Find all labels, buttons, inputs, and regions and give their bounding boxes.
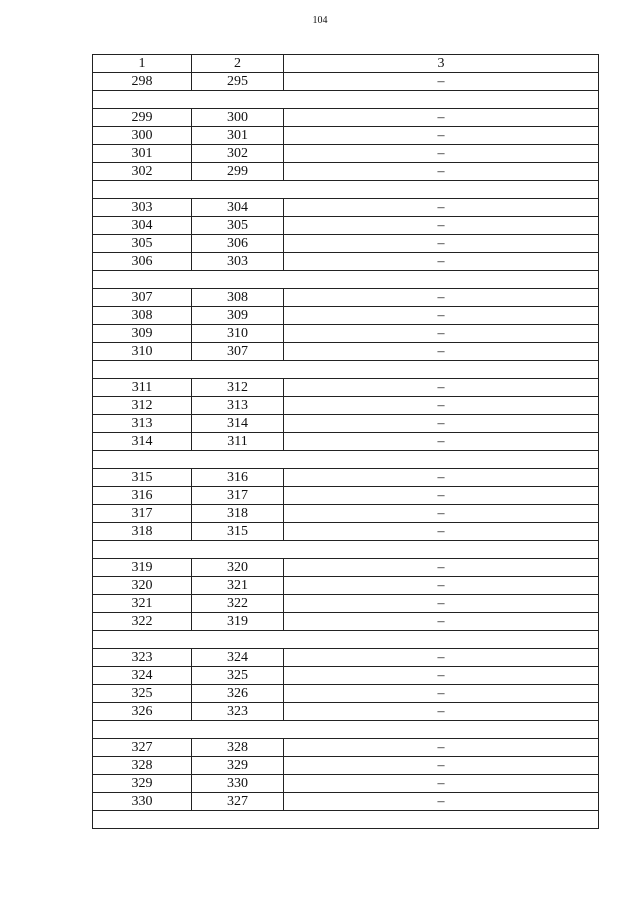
table-row (93, 703, 599, 721)
table-cell-col3: – (284, 379, 599, 397)
table-cell-col3: – (284, 757, 599, 775)
table-cell-col2: 307 (192, 343, 284, 361)
table-cell-col3: – (284, 793, 599, 811)
table-cell-col1: 298 (93, 73, 192, 91)
table-cell-col1: 310 (93, 343, 192, 361)
table-cell-col3: – (284, 73, 599, 91)
table-row (93, 793, 599, 811)
table-row (93, 577, 599, 595)
table-row (93, 163, 599, 181)
table-cell-col2: 299 (192, 163, 284, 181)
group-separator-row (93, 541, 599, 559)
table-cell-col3: – (284, 109, 599, 127)
table-cell-col1: 304 (93, 217, 192, 235)
table-cell-col3: – (284, 577, 599, 595)
table-cell-col3: – (284, 739, 599, 757)
table-cell-col3: – (284, 253, 599, 271)
table-cell-col1: 322 (93, 613, 192, 631)
empty-separator-cell (93, 271, 599, 289)
table-cell-col2: 316 (192, 469, 284, 487)
group-separator-row (93, 181, 599, 199)
empty-separator-cell (93, 451, 599, 469)
table-cell-col1: 312 (93, 397, 192, 415)
table-cell-col2: 320 (192, 559, 284, 577)
table-cell-col1: 307 (93, 289, 192, 307)
table-cell-col1: 302 (93, 163, 192, 181)
empty-separator-cell (93, 631, 599, 649)
empty-separator-cell (93, 811, 599, 829)
table-row (93, 145, 599, 163)
table-cell-col3: – (284, 289, 599, 307)
table-cell-col1: 303 (93, 199, 192, 217)
table-cell-col3: – (284, 325, 599, 343)
table-row (93, 217, 599, 235)
table-cell-col2: 302 (192, 145, 284, 163)
table-cell-col2: 310 (192, 325, 284, 343)
table-row (93, 613, 599, 631)
table-row (93, 559, 599, 577)
table-cell-col3: – (284, 505, 599, 523)
table-cell-col2: 301 (192, 127, 284, 145)
table-row (93, 325, 599, 343)
table-cell-col2: 295 (192, 73, 284, 91)
table-cell-col2: 318 (192, 505, 284, 523)
table-cell-col3: – (284, 685, 599, 703)
table-row (93, 127, 599, 145)
table-cell-col3: – (284, 145, 599, 163)
table-cell-col2: 304 (192, 199, 284, 217)
table-cell-col3: – (284, 433, 599, 451)
table-cell-col1: 306 (93, 253, 192, 271)
table-cell-col2: 325 (192, 667, 284, 685)
table-row (93, 307, 599, 325)
table-row (93, 397, 599, 415)
empty-separator-cell (93, 541, 599, 559)
table-row (93, 523, 599, 541)
table-row (93, 775, 599, 793)
table-cell-col3: – (284, 775, 599, 793)
table-row (93, 685, 599, 703)
table-header-row (93, 55, 599, 73)
table-cell-col3: – (284, 397, 599, 415)
table-row (93, 667, 599, 685)
table-cell-col1: 300 (93, 127, 192, 145)
group-separator-row (93, 451, 599, 469)
table-cell-col2: 330 (192, 775, 284, 793)
table-cell-col1: 320 (93, 577, 192, 595)
table-cell-col2: 326 (192, 685, 284, 703)
table-cell-col1: 299 (93, 109, 192, 127)
table-cell-col1: 327 (93, 739, 192, 757)
table-cell-col1: 329 (93, 775, 192, 793)
table-cell-col1: 313 (93, 415, 192, 433)
table-cell-col1: 314 (93, 433, 192, 451)
table-cell-col3: – (284, 217, 599, 235)
table-cell-col1: 315 (93, 469, 192, 487)
table-cell-col2: 317 (192, 487, 284, 505)
table-row (93, 343, 599, 361)
table-row (93, 433, 599, 451)
table-row (93, 289, 599, 307)
table-cell-col3: – (284, 667, 599, 685)
column-header-3: 3 (284, 55, 599, 73)
table-cell-col1: 321 (93, 595, 192, 613)
table-cell-col3: – (284, 523, 599, 541)
table-row (93, 505, 599, 523)
table-cell-col1: 330 (93, 793, 192, 811)
table-cell-col1: 305 (93, 235, 192, 253)
group-separator-row (93, 811, 599, 829)
table-body (93, 73, 599, 829)
table-cell-col1: 301 (93, 145, 192, 163)
empty-separator-cell (93, 91, 599, 109)
table-cell-col3: – (284, 487, 599, 505)
data-table (92, 54, 599, 829)
table-cell-col3: – (284, 235, 599, 253)
table-cell-col2: 303 (192, 253, 284, 271)
table-cell-col2: 315 (192, 523, 284, 541)
table-cell-col3: – (284, 613, 599, 631)
table-row (93, 199, 599, 217)
column-header-1: 1 (93, 55, 192, 73)
group-separator-row (93, 631, 599, 649)
table-row (93, 757, 599, 775)
table-cell-col1: 309 (93, 325, 192, 343)
table-cell-col1: 318 (93, 523, 192, 541)
table-cell-col3: – (284, 595, 599, 613)
table-cell-col3: – (284, 343, 599, 361)
group-separator-row (93, 361, 599, 379)
table-cell-col2: 311 (192, 433, 284, 451)
table-cell-col1: 308 (93, 307, 192, 325)
group-separator-row (93, 721, 599, 739)
table-cell-col2: 313 (192, 397, 284, 415)
table-cell-col1: 323 (93, 649, 192, 667)
table-cell-col2: 305 (192, 217, 284, 235)
table-cell-col3: – (284, 559, 599, 577)
table-cell-col2: 306 (192, 235, 284, 253)
table-cell-col3: – (284, 199, 599, 217)
table-cell-col3: – (284, 649, 599, 667)
table-cell-col1: 325 (93, 685, 192, 703)
table-cell-col2: 322 (192, 595, 284, 613)
table-cell-col1: 319 (93, 559, 192, 577)
table-cell-col3: – (284, 127, 599, 145)
table-cell-col2: 321 (192, 577, 284, 595)
column-header-2: 2 (192, 55, 284, 73)
table-row (93, 235, 599, 253)
table-cell-col2: 327 (192, 793, 284, 811)
table-cell-col1: 316 (93, 487, 192, 505)
table-cell-col1: 324 (93, 667, 192, 685)
table-cell-col3: – (284, 415, 599, 433)
group-separator-row (93, 91, 599, 109)
empty-separator-cell (93, 181, 599, 199)
empty-separator-cell (93, 361, 599, 379)
group-separator-row (93, 271, 599, 289)
page-number: 104 (312, 15, 328, 26)
table-cell-col2: 300 (192, 109, 284, 127)
table-cell-col3: – (284, 469, 599, 487)
table-cell-col2: 319 (192, 613, 284, 631)
table-cell-col3: – (284, 703, 599, 721)
table-cell-col3: – (284, 163, 599, 181)
table-cell-col1: 326 (93, 703, 192, 721)
table-row (93, 253, 599, 271)
table-cell-col2: 323 (192, 703, 284, 721)
table-row (93, 595, 599, 613)
table-row (93, 379, 599, 397)
table-cell-col2: 308 (192, 289, 284, 307)
empty-separator-cell (93, 721, 599, 739)
table-cell-col2: 312 (192, 379, 284, 397)
table-cell-col2: 324 (192, 649, 284, 667)
table-cell-col2: 309 (192, 307, 284, 325)
table-cell-col1: 328 (93, 757, 192, 775)
table-row (93, 649, 599, 667)
table-row (93, 469, 599, 487)
table-cell-col2: 329 (192, 757, 284, 775)
table-row (93, 73, 599, 91)
table-cell-col1: 311 (93, 379, 192, 397)
table-cell-col2: 328 (192, 739, 284, 757)
table-cell-col3: – (284, 307, 599, 325)
table-row (93, 487, 599, 505)
table-row (93, 739, 599, 757)
table-row (93, 109, 599, 127)
table-row (93, 415, 599, 433)
table-cell-col2: 314 (192, 415, 284, 433)
table-cell-col1: 317 (93, 505, 192, 523)
